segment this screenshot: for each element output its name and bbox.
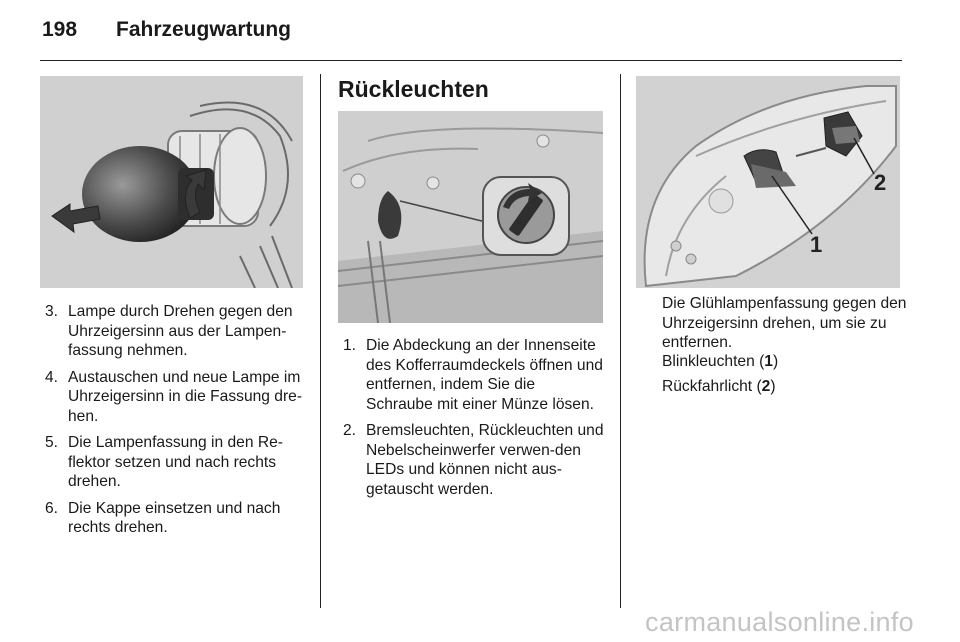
bulb-removal-illustration — [40, 76, 303, 288]
trunk-lid-cover-illustration — [338, 111, 603, 323]
page-header — [42, 18, 291, 48]
callout-1-label: 1 — [810, 232, 823, 257]
list-item: 3. Lampe durch Drehen gegen den Uhrzeigersinn aus der Lampen-fassung nehmen. — [45, 303, 293, 359]
page-title: Fahrzeugwartung — [116, 18, 292, 41]
list-item: 6. Die Kappe einsetzen und nach rechts drehen. — [45, 499, 281, 536]
column-divider-left — [320, 74, 321, 608]
column-divider-right — [620, 74, 621, 608]
header-divider — [40, 60, 902, 61]
list-item: 5. Die Lampenfassung in den Re-flektor setzen und nach rechts drehen. — [45, 434, 283, 490]
reversing-light-label: Rückfahrlicht (2) — [662, 378, 776, 395]
instruction-text: Die Glühlampenfassung gegen den Uhrzeigersinn drehen, um sie zu entfernen. — [662, 295, 907, 351]
turn-signal-label: Blinkleuchten (1) — [662, 353, 779, 370]
watermark: carmanualsonline.info — [645, 607, 914, 637]
tail-light-housing-illustration — [636, 76, 900, 288]
middle-step-list — [343, 336, 605, 506]
section-title: Rückleuchten — [338, 76, 489, 102]
callout-2-label: 2 — [874, 170, 887, 195]
list-item: 4. Austauschen und neue Lampe im Uhrzeigersinn in die Fassung dre-hen. — [45, 368, 303, 425]
list-item: 1. Die Abdeckung an der Innenseite des Kofferraumdeckels öffnen und entfernen, indem Sie die Schraube mit einer Münze lösen. — [343, 337, 603, 413]
page-number: 198 — [42, 18, 78, 41]
left-step-list — [45, 302, 308, 545]
list-item: 2. Bremsleuchten, Rückleuchten und Nebelscheinwerfer verwen-den LEDs und können nicht aus-getauscht werden. — [343, 422, 604, 498]
